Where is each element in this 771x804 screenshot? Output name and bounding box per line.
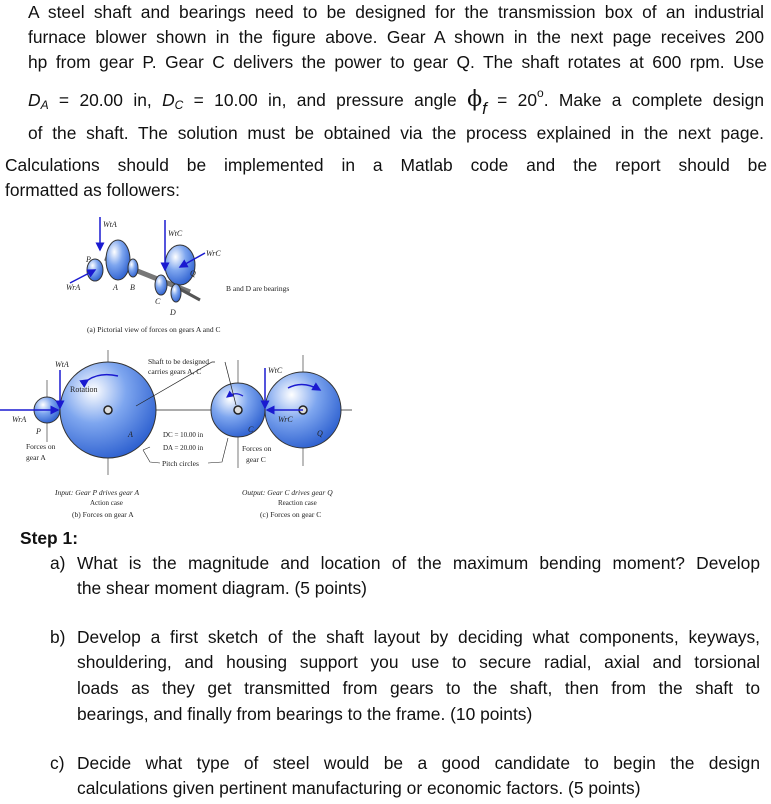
label-wtc-a: WtC bbox=[168, 229, 183, 238]
label-q-c: Q bbox=[317, 429, 323, 438]
question-b-line-4: bearings, and finally from bearings to the frame. (10 points) bbox=[77, 704, 533, 724]
label-a-a: A bbox=[113, 283, 118, 292]
forces-on-a-2: gear A bbox=[26, 453, 46, 462]
shaft-note-2: carries gears A, C bbox=[148, 367, 202, 376]
intro-equation-line: $D_A = 20.00$ in, $D_C = 10.00$ in, and pressure angle $\phi f = 20^o$. Make a complete design bbox=[28, 86, 764, 118]
label-q-a: Q bbox=[190, 269, 196, 278]
intro-line-1: A steel shaft and bearings need to be designed for the transmission box of an industrial bbox=[28, 2, 764, 22]
caption-c: (c) Forces on gear C bbox=[260, 510, 322, 519]
input-note: Input: Gear P drives gear A bbox=[55, 488, 140, 497]
shaft-note-1: Shaft to be designed bbox=[148, 357, 210, 366]
dc-label: DC = 10.00 in bbox=[163, 431, 204, 439]
caption-a: (a) Pictorial view of forces on gears A and C bbox=[87, 325, 221, 334]
output-note: Output: Gear C drives gear Q bbox=[242, 488, 333, 497]
gear-shaft-figure bbox=[0, 210, 400, 520]
intro-line-7: formatted as followers: bbox=[5, 180, 180, 200]
label-wra-b: WrA bbox=[12, 415, 27, 424]
caption-b: (b) Forces on gear A bbox=[72, 510, 134, 519]
label-a-b: A bbox=[128, 430, 133, 439]
label-p-a: P bbox=[86, 255, 91, 264]
label-wtc-c: WtC bbox=[268, 366, 283, 375]
label-wrc-a: WrC bbox=[206, 249, 221, 258]
reaction-case: Reaction case bbox=[278, 499, 317, 507]
question-b-line-1: Develop a first sketch of the shaft layout by deciding what components, keyways, bbox=[77, 627, 760, 647]
intro-line-6: Calculations should be implemented in a Matlab code and the report should be bbox=[5, 155, 767, 175]
phi-symbol: ϕ bbox=[467, 87, 483, 112]
pitch-circles-label: Pitch circles bbox=[162, 459, 199, 468]
question-b-line-2: shouldering, and housing support you use to secure radial, axial and torsional bbox=[77, 652, 760, 672]
label-wra-a: WrA bbox=[66, 283, 81, 292]
label-c-c: C bbox=[248, 425, 254, 434]
question-c-line-2: calculations given pertinent manufacturing or economic factors. (5 points) bbox=[77, 778, 641, 798]
question-a-line-2: the shear moment diagram. (5 points) bbox=[77, 578, 367, 598]
label-wta-b: WtA bbox=[55, 360, 69, 369]
label-b-a: B bbox=[130, 283, 135, 292]
question-b-letter: b) bbox=[50, 627, 66, 647]
question-c-line-1: Decide what type of steel would be a good candidate to begin the design bbox=[77, 753, 760, 773]
intro-line-2: furnace blower shown in the figure above. Gear A shown in the next page receives 200 bbox=[28, 27, 764, 47]
question-a-line-1: What is the magnitude and location of the maximum bending moment? Develop bbox=[77, 553, 760, 573]
label-wta-a: WtA bbox=[103, 220, 117, 229]
bearings-note: B and D are bearings bbox=[226, 284, 290, 293]
label-d-a: D bbox=[170, 308, 176, 317]
label-wrc-c: WrC bbox=[278, 415, 293, 424]
label-rotation: Rotation bbox=[70, 385, 98, 394]
action-case: Action case bbox=[90, 499, 123, 507]
forces-on-c-1: Forces on bbox=[242, 444, 272, 453]
forces-on-c-2: gear C bbox=[246, 455, 266, 464]
label-p-b: P bbox=[36, 427, 41, 436]
intro-line-3: hp from gear P. Gear C delivers the power to gear Q. The shaft rotates at 600 rpm. Use bbox=[28, 52, 764, 72]
forces-on-a-1: Forces on bbox=[26, 442, 56, 451]
question-a-letter: a) bbox=[50, 553, 66, 573]
da-label: DA = 20.00 in bbox=[163, 444, 204, 452]
step-title: Step 1: bbox=[20, 528, 78, 548]
question-c-letter: c) bbox=[50, 753, 65, 773]
question-b-line-3: loads as they get transmitted from gears to the shaft, then from the shaft to bbox=[77, 678, 760, 698]
intro-line-5: of the shaft. The solution must be obtained via the process explained in the next page. bbox=[28, 123, 764, 143]
label-c-a: C bbox=[155, 297, 161, 306]
